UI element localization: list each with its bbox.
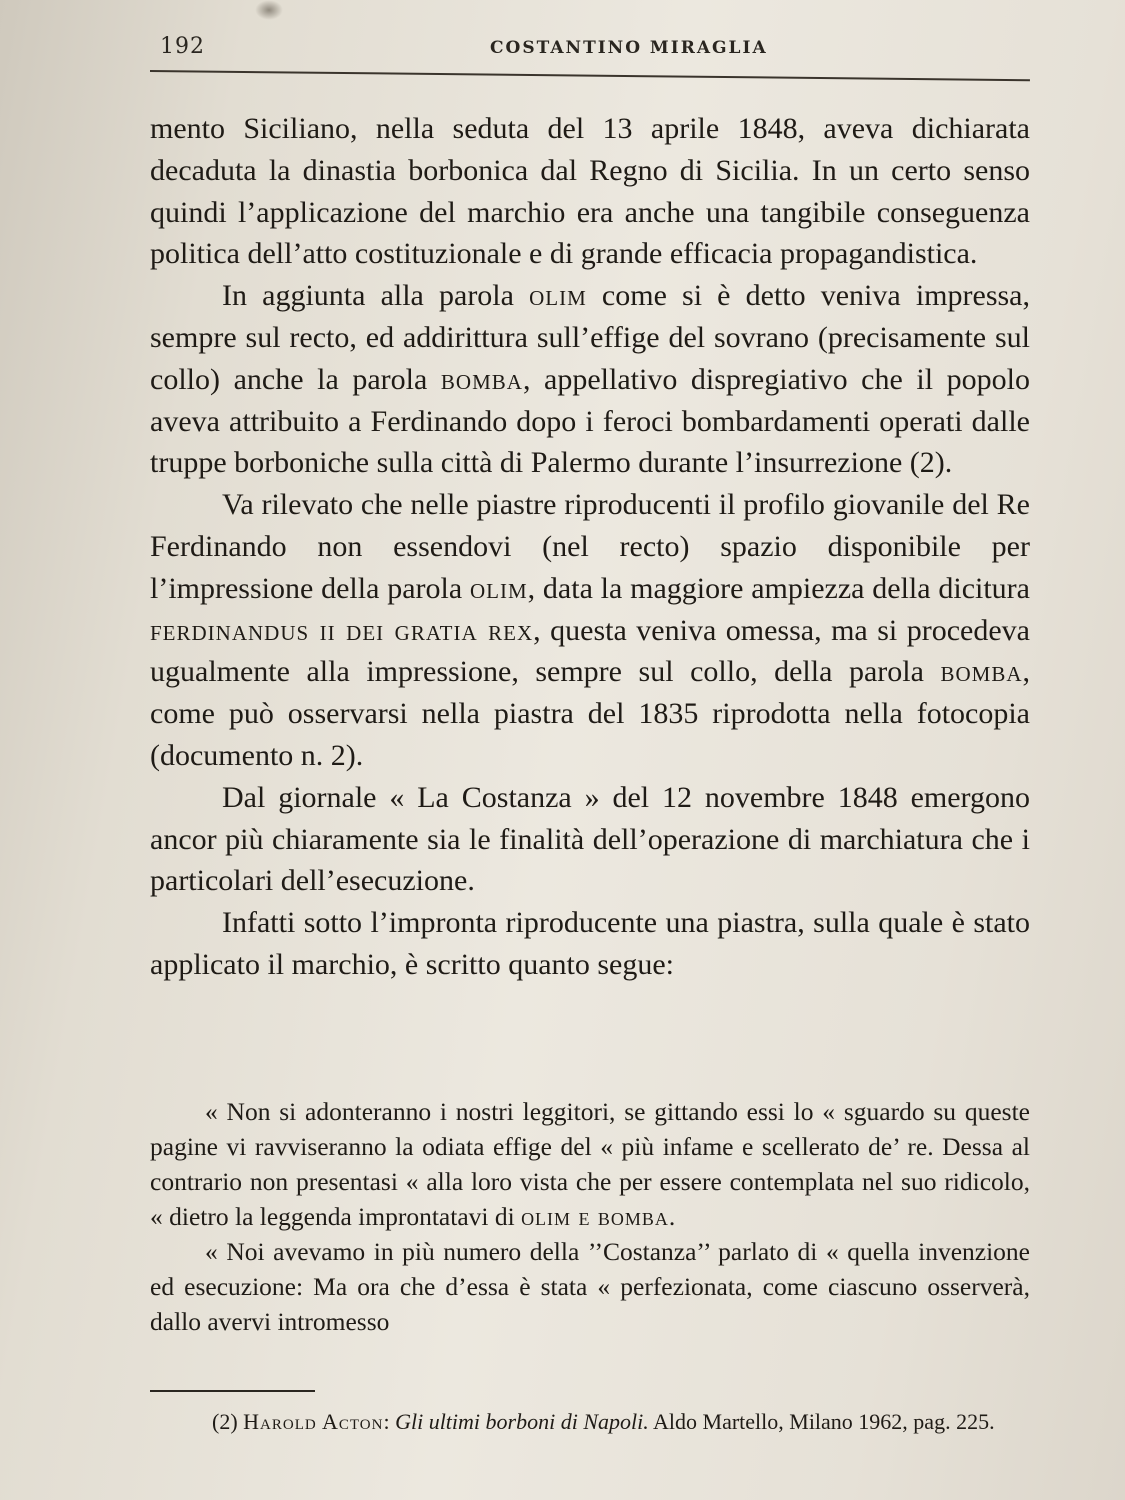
paragraph-4: Dal giornale « La Costanza » del 12 novembre 1848 emergono ancor più chiaramente sia le finalità dell’operazione di marchiatura che i particolari dell’esecuzione.: [150, 780, 1030, 898]
quote-paragraph-1: [150, 1094, 1030, 1234]
quoted-passage: [150, 1094, 1030, 1339]
text-run: :: [383, 1409, 396, 1434]
paragraph-2: [150, 275, 1030, 484]
quote-paragraph-2: « Noi avevamo in più numero della ’’Costanza’’ parlato di « quella invenzione ed esecuzione: Ma ora che d’essa è stata « perfezionata, come ciascuno osserverà, dallo avervi intromesso: [150, 1237, 1030, 1336]
ink-stain: [255, 0, 283, 20]
small-caps-phrase: ferdinandus ii dei gratia rex: [150, 613, 534, 647]
text-run: come si è detto veniva impressa, sempre sul recto, ed addirittura sull’effige del sovrano (precisamente sul collo) anche la parola: [150, 279, 1030, 396]
footnote: [150, 1404, 1030, 1439]
paragraph-1: mento Siciliano, nella seduta del 13 aprile 1848, aveva dichiarata decaduta la dinastia borbonica dal Regno di Sicilia. In un certo senso quindi l’applicazione del marchio era anche una tangibile conseguenza politica dell’atto costituzionale e di grande efficacia propagandistica.: [150, 112, 1030, 271]
small-caps-word: bomba: [940, 655, 1023, 689]
small-caps-word: olim: [469, 571, 528, 605]
footnote-2: [150, 1404, 1030, 1439]
footnote-author: Harold Acton: [243, 1409, 384, 1434]
footnote-marker: (2): [212, 1409, 244, 1434]
text-run: « Non si adonteranno i nostri leggitori, se gittando essi lo « sguardo su queste pagine vi ravviseranno la odiata effige del « più infame e scellerato de’ re. Dessa al contrario non presentasi « alla loro vista che per essere contemplata nel suo ridicolo, « dietro la leggenda improntatavi di: [150, 1097, 1030, 1231]
paragraph-5: Infatti sotto l’impronta riproducente una piastra, sulla quale è stato applicato il marchio, è scritto quanto segue:: [150, 906, 1030, 981]
small-caps-word: bomba: [597, 1202, 669, 1231]
text-run: , questa veniva omessa, ma si procedeva ugualmente alla impressione, sempre sul collo, della parola: [150, 613, 1030, 689]
header-rule: [150, 70, 1030, 81]
page-number: 192: [160, 34, 205, 59]
text-run: In aggiunta alla parola: [222, 279, 530, 313]
body-text: [150, 108, 1030, 986]
small-caps-word: olim: [521, 1202, 572, 1231]
paragraph-3: [150, 484, 1030, 777]
small-caps-word: bomba: [440, 362, 523, 396]
text-run: .: [668, 1202, 676, 1231]
page-header: [150, 34, 1030, 64]
text-run: , appellativo dispregiativo che il popolo aveva attribuito a Ferdinando dopo i feroci bombardamenti operati dalle truppe borboniche sulla città di Palermo durante l’insurrezione (2).: [150, 362, 1030, 480]
text-run: e: [571, 1202, 598, 1231]
footnote-title: Gli ultimi borboni di Napoli.: [395, 1409, 649, 1434]
small-caps-word: olim: [529, 279, 587, 313]
text-run: , data la maggiore ampiezza della dicitura: [527, 571, 1030, 605]
running-head: COSTANTINO MIRAGLIA: [490, 38, 768, 58]
footnote-rule: [150, 1390, 315, 1392]
text-run: Va rilevato che nelle piastre riproducenti il profilo giovanile del Re Ferdinando non essendovi (nel recto) spazio disponibile per l’impressione della parola: [150, 488, 1030, 605]
text-run: , come può osservarsi nella piastra del 1835 riprodotta nella fotocopia (documento n. 2).: [150, 655, 1030, 772]
footnote-publication: Aldo Martello, Milano 1962, pag. 225.: [648, 1409, 995, 1434]
